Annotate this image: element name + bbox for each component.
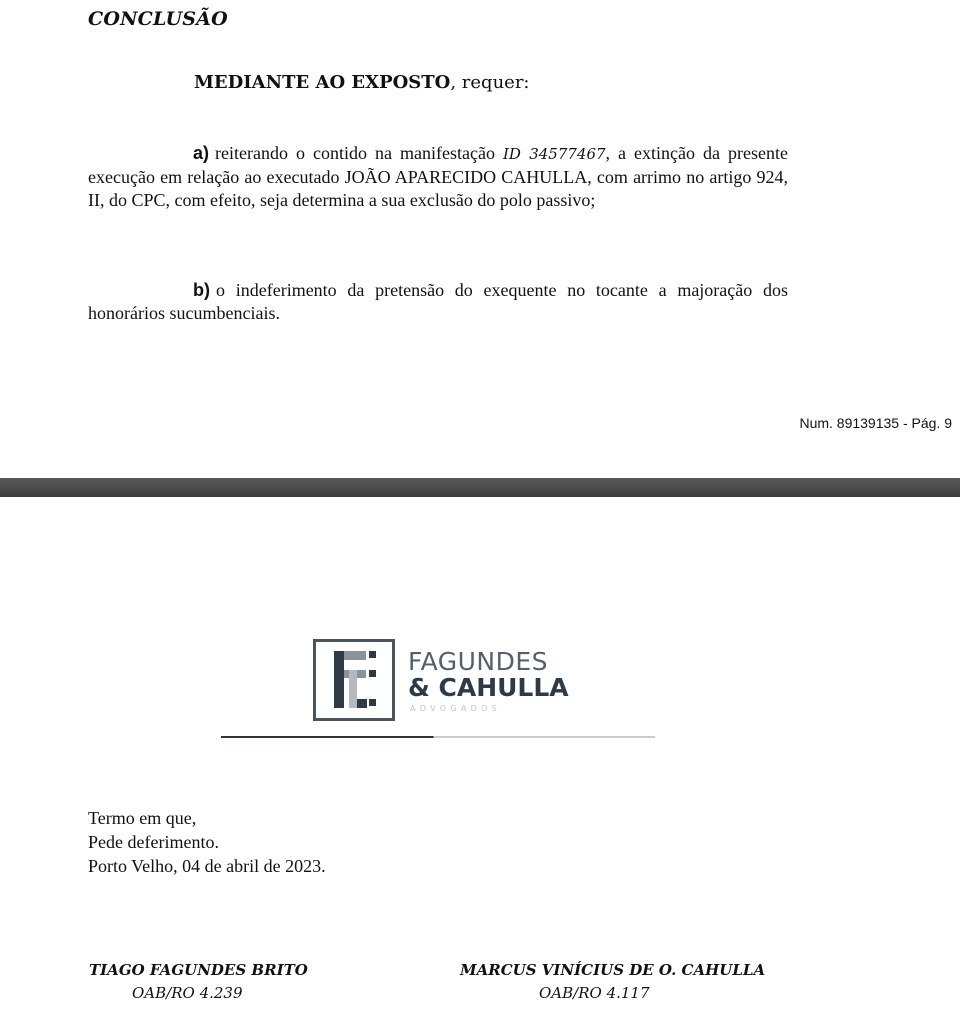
item-a-id-reference: ID 34577467 [502,145,606,163]
closing-block [88,806,326,878]
fc-monogram-icon [316,642,392,718]
intro-bold-text: MEDIANTE AO EXPOSTO [194,72,451,93]
intro-rest-text: , requer: [450,72,530,93]
signatory-1-oab: OAB/RO 4.239 [132,984,243,1002]
logo-text-cahulla: & CAHULLA [408,673,569,702]
document-page-10 [0,497,960,1017]
logo-text-fagundes: FAGUNDES [408,647,549,676]
page-separator [0,478,960,497]
logo-underline [221,736,655,738]
page-number: Num. 89139135 - Pág. 9 [799,415,952,431]
firm-logo-emblem [313,639,395,721]
closing-line-2: Pede deferimento. [88,832,219,852]
document-page-9 [0,0,960,478]
request-item-b [88,279,788,325]
section-heading: CONCLUSÃO [88,8,228,30]
intro-paragraph [194,72,530,93]
signatory-2-name: MARCUS VINÍCIUS DE O. CAHULLA [460,961,766,979]
item-a-text-before: reiterando o contido na manifestação [215,143,495,163]
signatory-2-oab: OAB/RO 4.117 [539,984,650,1002]
item-a-label: a) [193,143,210,163]
signatory-1-name: TIAGO FAGUNDES BRITO [89,961,308,979]
request-item-a [88,142,788,212]
logo-text-advogados: ADVOGADOS [410,704,502,713]
closing-line-3: Porto Velho, 04 de abril de 2023. [88,856,326,876]
item-b-label: b) [193,280,210,300]
item-a-text-after: , a extinção da presente execução em relação ao executado JOÃO APARECIDO CAHULLA, com arrimo no artigo 924, II, do CPC, com efeito, seja determina a sua exclusão do polo passivo; [88,143,789,210]
closing-line-1: Termo em que, [88,808,197,828]
item-b-text: o indeferimento da pretensão do exequente no tocante a majoração dos honorários sucumbenciais. [88,280,788,323]
